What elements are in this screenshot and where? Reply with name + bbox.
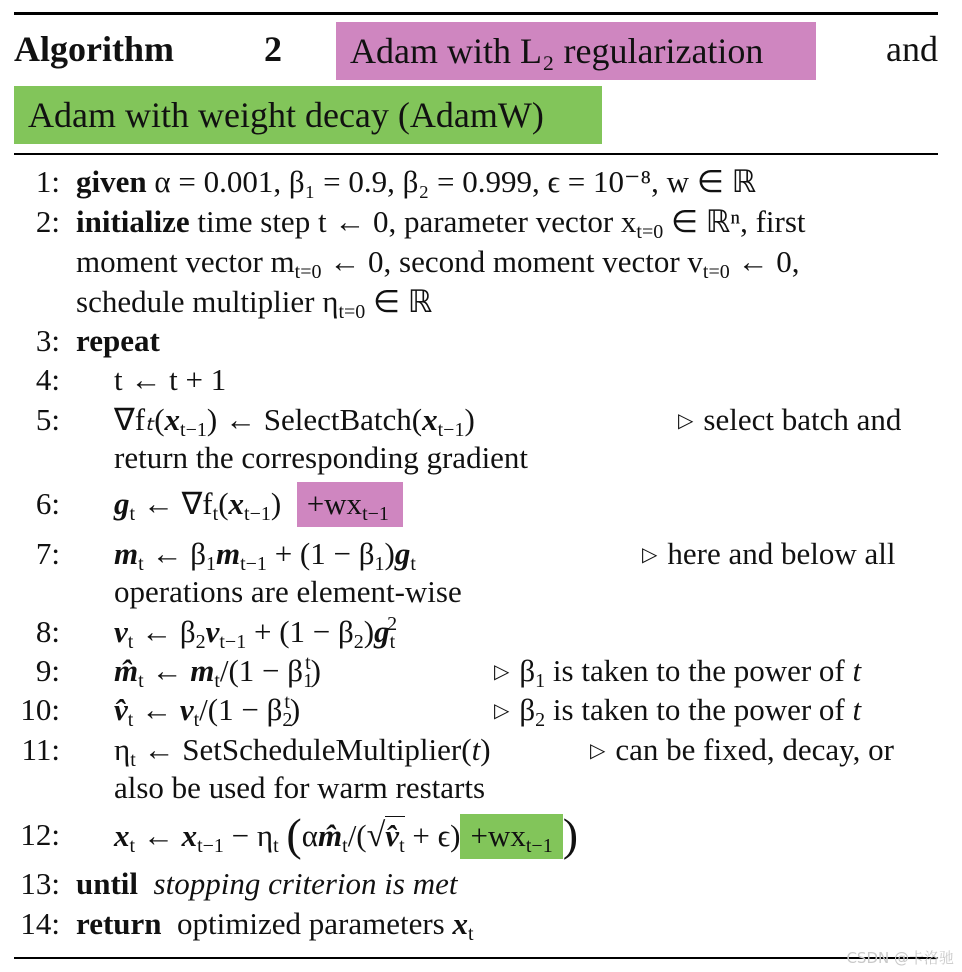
line-number: 1: [35,164,60,199]
algo-line-12 [0,809,962,861]
comment-triangle-icon: ▷ [642,544,658,566]
algo-line-8 [0,612,962,652]
algorithm-title-line-1 [14,22,938,82]
line-text: α = 0.001, β₁ = 0.9, β₂ = 0.999, ϵ = 10⁻⁸, w ∈ ℝ [154,164,757,199]
weight-decay-term: $+wx_{t-1}$ [460,814,562,859]
line-text: t ← t + 1 [114,362,227,397]
algorithm-title-line-2 [14,84,938,144]
line-formula: $\eta_t$ ← SetScheduleMultiplier(t) [114,732,491,771]
line-number: 3: [35,323,60,358]
line-text: ∈ ℝ [365,284,433,319]
line-text: ← 0, [729,244,800,279]
line-number: 7: [35,536,60,571]
algo-line-9 [0,651,962,691]
algo-line-6 [0,484,962,524]
subscript: t=0 [294,261,322,283]
line-text: also be used for warm restarts [114,770,486,805]
algo-line-2-cont-2 [0,282,962,322]
keyword: repeat [76,323,160,358]
line-number: 10: [20,692,60,727]
title-joiner: and [886,29,938,69]
line-comment: ▷ $\beta_2$ is taken to the power of t [494,692,862,731]
subscript: t=0 [338,301,366,323]
keyword: return [76,906,162,941]
algo-line-10 [0,690,962,730]
comment-triangle-icon: ▷ [494,700,510,722]
line-text: return the corresponding gradient [114,440,529,475]
line-text: ∈ ℝⁿ, first [663,204,806,239]
line-number: 9: [35,653,60,688]
comment-triangle-icon: ▷ [590,740,606,762]
keyword: until [76,866,139,901]
line-comment: ▷ select batch and [678,402,902,437]
keyword: initialize [76,204,190,239]
line-comment: ▷ $\beta_1$ is taken to the power of t [494,653,862,692]
algo-line-14: 14: return optimized parameters $x_t$ [20,906,474,945]
bottom-rule [14,957,938,959]
line-number: 5: [35,402,60,437]
header-rule [14,153,938,155]
algo-line-5-cont [0,438,962,478]
line-text: stopping criterion is met [153,866,458,901]
algorithm-number: 2 [264,29,282,69]
algo-line-4 [0,360,962,400]
line-text: time step t ← 0, parameter vector x [197,204,637,239]
algo-line-7 [0,534,962,574]
comment-triangle-icon: ▷ [678,410,694,432]
subscript: t=0 [636,221,664,243]
algo-line-1 [0,162,962,202]
algo-line-5 [0,400,962,440]
title-adamw: Adam with weight decay (AdamW) [14,86,602,144]
algo-line-3 [0,321,962,361]
line-number: 6: [35,486,60,521]
line-number: 14: [20,906,60,941]
line-text: optimized parameters [177,906,445,941]
algo-line-11-cont [0,768,962,808]
line-number: 12: [20,817,60,852]
l2-regularization-term: $+wx_{t-1}$ [297,482,403,527]
line-number: 4: [35,362,60,397]
line-comment: ▷ can be fixed, decay, or [590,732,894,767]
algo-line-7-cont [0,572,962,612]
line-number: 2: [35,204,60,239]
line-comment: ▷ here and below all [642,536,896,571]
subscript: t=0 [702,261,730,283]
line-number: 13: [20,866,60,901]
line-text: moment vector m [76,244,295,279]
line-formula: $v_t$ ← $\beta_2v_{t-1} + (1 - \beta_2)g_t^2$ [114,613,398,653]
line-text: ← 0, second moment vector v [321,244,703,279]
line-formula: $m_t$ ← $\beta_1m_{t-1} + (1 - \beta_1)g_t$ [114,536,416,575]
line-text: schedule multiplier η [76,284,339,319]
line-formula: $m̂_t$ ← $m_t/(1 - \beta_1^t)$ [114,652,321,692]
line-formula: $\nabla f_t(x_{t-1})$ ← $SelectBatch(x_{t-1})$ [114,402,475,441]
line-formula: $g_t$ ← $\nabla f_t(x_{t-1}) +wx_{t-1}$ [114,484,403,524]
title-adam-l2: Adam with L₂ regularization [336,22,816,80]
line-text: operations are element-wise [114,574,462,609]
algo-line-2 [0,202,962,242]
algorithm-label: Algorithm [14,29,174,69]
top-rule [14,12,938,15]
algo-line-13 [0,864,962,904]
keyword: given [76,164,147,199]
watermark: CSDN @卡洛驰 [846,949,954,967]
line-formula: $x_t$ ← $x_{t-1} - \eta_t$ ($\alpha m̂_t/(√v̂_t + \epsilon) +wx_{t-1}$ ) [114,809,579,860]
algo-line-2-cont-1 [0,242,962,282]
comment-triangle-icon: ▷ [494,661,510,683]
algo-line-11 [0,730,962,770]
line-number: 8: [35,614,60,649]
line-number: 11: [21,732,60,767]
line-formula: $v̂_t$ ← $v_t/(1 - \beta_2^t)$ [114,691,301,731]
